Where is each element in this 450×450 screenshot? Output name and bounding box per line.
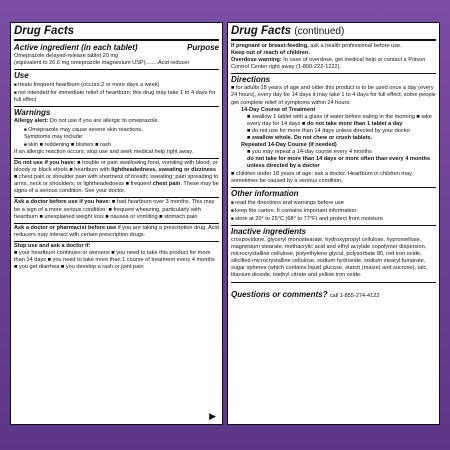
warnings-heading: Warnings bbox=[14, 108, 51, 118]
repeat-course-limit: do not take for more than 14 days or more often than every 4 months unless directed by a doctor bbox=[247, 156, 431, 170]
stop-use-text: ■ your heartburn continues or worsens ■ you need to take this product for more than 14 days ■ you need to take more than 1 course of treatment every 4 months ■ you get diarrhea ■ you develop a rash or joint pain bbox=[14, 249, 215, 271]
symptoms-list: ■ skin ■ reddening ■ blisters ■ rash bbox=[14, 141, 219, 149]
do-not-use-text: Do not use if you have: ■ trouble or pain swallowing food, vomiting with blood, or bloody or black stools ■ heartburn with lightheadedness, sweating or dizziness ■ chest pain or shoulder pain with shortness of breath; sweating; pain spreading to arms, neck or shoulders; or lightheadedness ■ frequent chest pain. These may be signs of a serious condition. See your doctor. bbox=[14, 159, 219, 195]
course-step-whole: ■ swallow whole. Do not chew or crush tablets. bbox=[247, 135, 373, 142]
stop-use-heading: Stop use and ask a doctor if: bbox=[14, 242, 91, 249]
questions-heading: Questions or comments? call 1-855-274-4122 bbox=[231, 289, 380, 299]
other-information-section bbox=[231, 188, 436, 226]
questions-section bbox=[231, 283, 436, 304]
warnings-section bbox=[14, 107, 219, 158]
inactive-ingredients-heading: Inactive ingredients bbox=[231, 226, 307, 236]
other-information-heading: Other information bbox=[231, 188, 299, 198]
use-section bbox=[14, 70, 219, 107]
do-not-use-section bbox=[14, 159, 219, 198]
purpose-heading: Purpose bbox=[186, 43, 219, 52]
other-information-item: ■ store at 20° to 25°C (68° to 77°F) and protect from moisture bbox=[231, 215, 436, 223]
other-information-item: ■ read the directions and warnings before use bbox=[231, 199, 436, 207]
pregnancy-section bbox=[231, 42, 436, 74]
allergy-alert: Allergy alert: Do not use if you are allergic to omeprazole. bbox=[14, 118, 160, 125]
use-heading: Use bbox=[14, 71, 29, 81]
phone-number: call 1-855-274-4122 bbox=[329, 292, 380, 299]
ask-doctor-section bbox=[14, 198, 219, 223]
active-ingredient-heading: Active ingredient (in each tablet) bbox=[14, 43, 138, 52]
course-heading: 14-Day Course of Treatment bbox=[241, 106, 316, 113]
use-item: ■ not intended for immediate relief of heartburn; this drug may take 1 to 4 days for full effect bbox=[14, 89, 219, 104]
course-step-swallow: ■ swallow 1 tablet with a glass of water before eating in the morning ■ take every day for 14 days ■ do not take more than 1 tablet a day bbox=[247, 113, 432, 127]
drug-facts-title: Drug Facts bbox=[14, 25, 219, 41]
other-information-item: ■ keep the carton. It contains important information. bbox=[231, 207, 436, 215]
ask-doctor-text: Ask a doctor before use if you have: ■ had heartburn over 3 months. This may be a sign of a more serious condition. ■ frequent wheezing, particularly with heartburn ■ unexplained weight loss ■ nausea or vomiting ■ stomach pain bbox=[14, 199, 215, 220]
repeat-course-heading: Repeated 14-Day Course (if needed) bbox=[241, 142, 337, 149]
overdose-warning: Overdose warning: In case of overdose, get medical help or contact a Poison Control Center right away (1-800-222-1222). bbox=[231, 57, 426, 71]
ask-pharmacist-text: Ask a doctor or pharmacist before use if you are taking a prescription drug. Acid reducers may interact with certain prescription drugs. bbox=[14, 224, 219, 238]
skin-reaction-warning: ■ Omeprazole may cause severe skin reactions. bbox=[14, 126, 219, 134]
active-ingredient-line: Omeprazole delayed-release tablet 20 mg bbox=[14, 53, 119, 59]
keep-out-of-reach: Keep out of reach of children. bbox=[231, 50, 310, 57]
active-ingredient-section bbox=[14, 42, 219, 70]
directions-heading: Directions bbox=[231, 75, 271, 85]
course-step-duration: ■ do not use for more than 14 days unless directed by your doctor bbox=[247, 127, 411, 134]
stop-use-section bbox=[14, 242, 219, 273]
inactive-ingredients-list: crospovidone, glyceryl monostearate, hydroxypropyl cellulose, hypromellose, magnesium stearate, methacrylic acid and ethyl acrylate copolymer dispersion, microcrystalline cellulose, polyethylene glycol, polysorbate 80, red iron oxide, silicified microcrystalline cellulose, sodium hydroxide, sodium stearyl fumarate, sugar spheres (which contains liquid glucose, starch (maize) and sucrose), talc, titanium dioxide, triethyl citrate and yellow iron oxide. bbox=[231, 236, 428, 279]
directions-children: ■ children under 18 years of age: ask a doctor. Heartburn in children may sometimes be caused by a serious condition. bbox=[231, 170, 412, 184]
allergy-reaction-instruction: If an allergic reaction occurs, stop use and seek medical help right away. bbox=[14, 148, 194, 155]
directions-adults: ■ for adults 18 years of age and older this product is to be used once a day (every 24 hours), every day for 14 days it may take 1 to 4 days for full effect; some people get complete relief of symptoms within 24 hours. bbox=[231, 85, 436, 106]
continue-arrow-icon: ▶ bbox=[209, 411, 216, 421]
drug-facts-panel-left bbox=[10, 22, 223, 425]
use-item: ■ treats frequent heartburn (occurs 2 or more days a week) bbox=[14, 81, 219, 89]
drug-facts-panel-right bbox=[227, 22, 440, 425]
pregnancy-text: If pregnant or breast-feeding, ask a health professional before use. bbox=[231, 43, 402, 49]
inactive-ingredients-section bbox=[231, 226, 436, 283]
symptoms-intro: Symptoms may include: bbox=[24, 133, 84, 140]
directions-section bbox=[231, 74, 436, 187]
ask-pharmacist-section bbox=[14, 224, 219, 242]
repeat-course-step: ■ you may repeat a 14-day course every 4 months bbox=[247, 149, 372, 156]
active-ingredient-equivalent: (equivalent to 20.6 mg omeprazole magnesium USP)........Acid reducer bbox=[14, 60, 190, 67]
drug-facts-continued-title: Drug Facts (continued) bbox=[231, 25, 436, 41]
